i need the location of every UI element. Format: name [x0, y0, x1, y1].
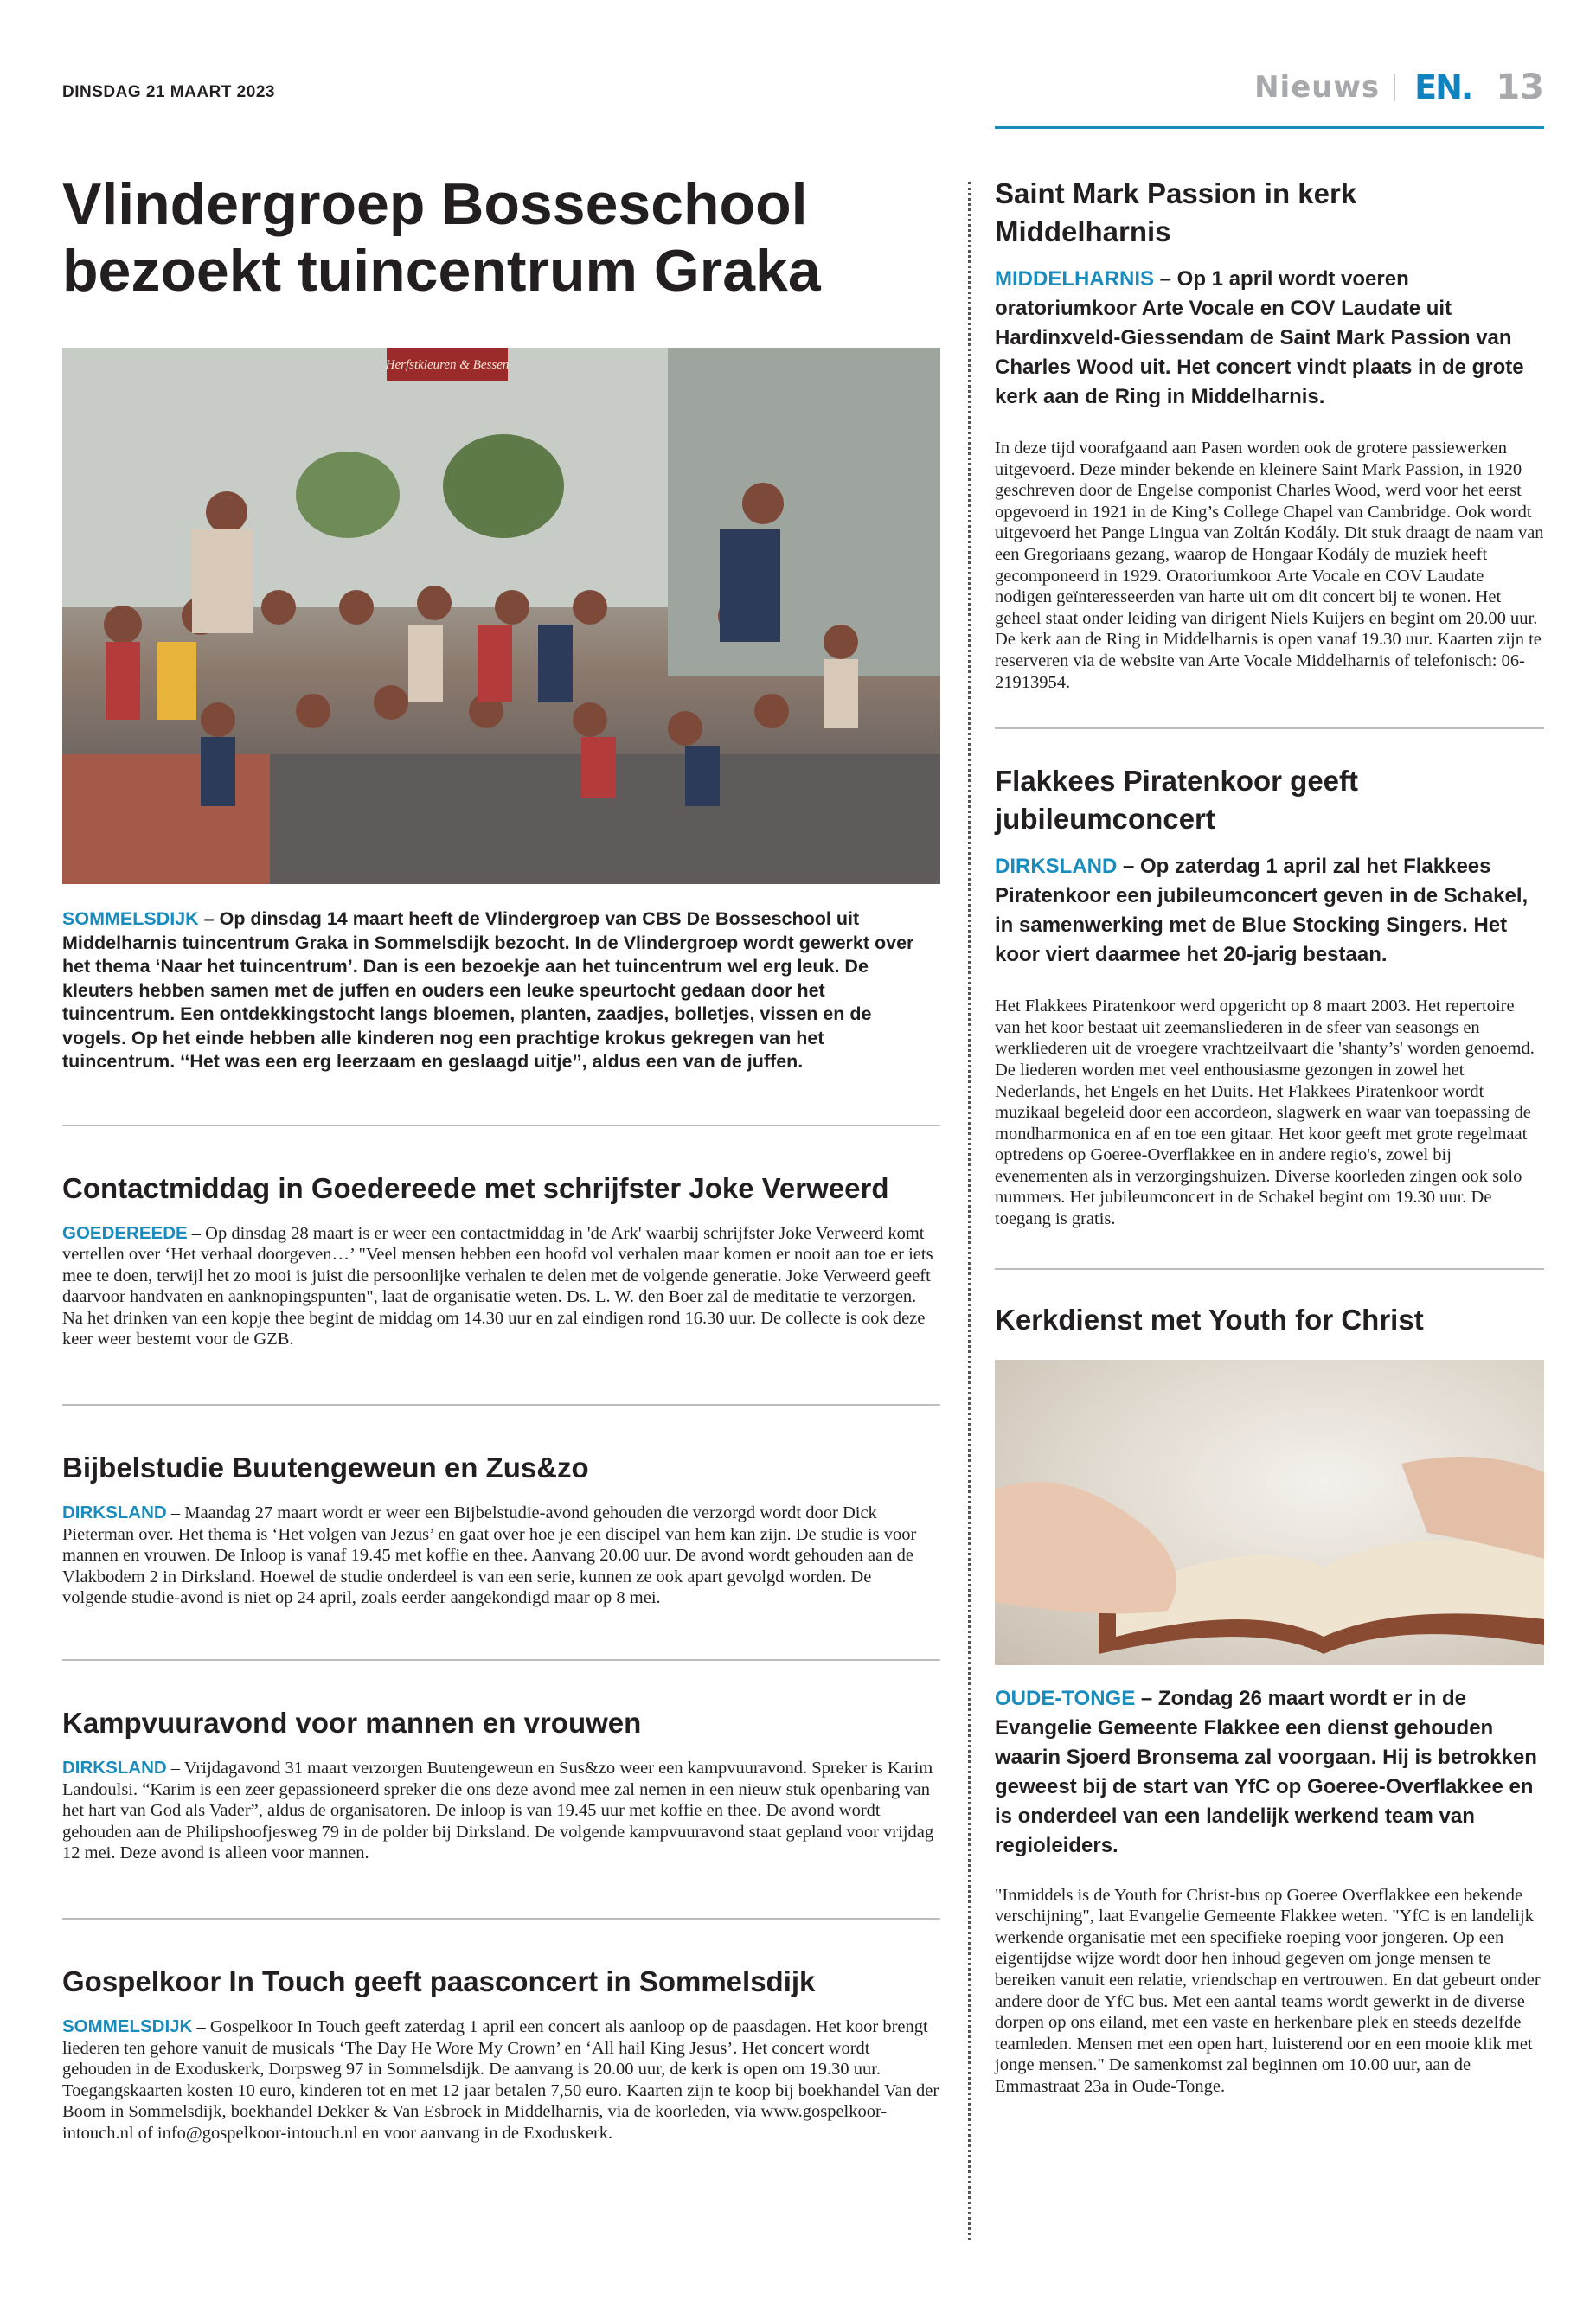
yfc-lead: OUDE-TONGE – Zondag 26 maart wordt er in de Evangelie Gemeente Flakkee een dienst gehouden waarin Sjoerd Bronsema zal voorgaan. Hij is betrokken geweest bij de start van YfC op Goeree-Overflakkee en is onderdeel van een landelijk werkend team van regioleiders.	[995, 1686, 1537, 1857]
saintmark-headline: Saint Mark Passion in kerk Middelharnis	[995, 177, 1357, 247]
dateline: SOMMELSDIJK	[62, 908, 199, 929]
piraten-lead: DIRKSLAND – Op zaterdag 1 april zal het Flakkees Piratenkoor een jubileumconcert geven in de Schakel, in samenwerking met de Blue Stocking Singers. Het koor viert daarmee het 20-jarig bestaan.	[995, 855, 1529, 967]
photo-sign: Herfstkleuren & Bessen	[385, 358, 510, 372]
header-divider	[1394, 74, 1395, 101]
dateline: OUDE-TONGE	[995, 1686, 1136, 1710]
group-photo	[62, 348, 940, 884]
article-divider	[995, 1268, 1544, 1270]
dateline: GOEDEREEDE	[62, 1222, 188, 1243]
dateline: MIDDELHARNIS	[995, 267, 1154, 291]
article-divider	[62, 1404, 940, 1406]
main-headline: Vlindergroep Bosseschool bezoekt tuincentrum Graka	[62, 171, 821, 304]
article-divider	[62, 1125, 940, 1126]
article-divider	[995, 727, 1544, 729]
dateline: DIRKSLAND	[62, 1503, 167, 1523]
gospel-body: SOMMELSDIJK – Gospelkoor In Touch geeft zaterdag 1 april een concert als aanloop op de paasdagen. Het koor brengt liederen ten gehore vanuit de musicals ‘The Day He Wore My Crown’ en ‘All hail King Jesus’. Het concert wordt gehouden in de Exoduskerk, Dorpsweg 97 in Sommelsdijk. De aanvang is 20.00 uur, de kerk is open om 19.30 uur. Toegangskaarten kosten 10 euro, kinderen tot en met 12 jaar betalen 7,50 euro. Kaarten zijn te koop bij boekhandel Van der Boom in Sommelsdijk, boekhandel Dekker & Van Esbroek in Middelharnis, via de koorleden, via www.gospelkoor-intouch.nl of info@gospelkoor-intouch.nl en voor aanvang in de Exoduskerk.	[62, 2016, 939, 2143]
article-divider	[62, 1918, 940, 1920]
page-header	[1254, 67, 1544, 107]
kampvuur-body: DIRKSLAND – Vrijdagavond 31 maart verzorgen Buutengeweun en Sus&zo weer een kampvuuravond. Spreker is Karim Landoulsi. “Karim is een zeer gepassioneerd spreker die ons deze avond mee zal nemen in een nieuw stuk openbaring van het hart van God als Vader”, aldus de organisatoren. De inloop is van 19.45 uur met koffie en thee. De avond wordt gehouden aan de Philipshoofjesweg 79 in de polder bij Dirksland. De volgende kampvuuravond staat gepland voor vrijdag 12 mei. Deze avond is alleen voor mannen.	[62, 1758, 934, 1863]
section-label: Nieuws	[1254, 70, 1381, 105]
saintmark-body: In deze tijd voorafgaand aan Pasen worden ook de grotere passiewerken uitgevoerd. Deze minder bekende en kleinere Saint Mark Passion, in 1920 geschreven door de Engelse componist Charles Wood, werd voor het eerst opgevoerd in 1921 in de King’s College Chapel van Cambridge. Ook wordt uitgevoerd het Pange Lingua van Zoltán Kodály. Dit stuk draagt de naam van een Gregoriaans gezang, waarop de Hongaar Kodály de muziek heeft gecomponeerd in 1929. Oratoriumkoor Arte Vocale en COV Laudate nodigen geïnteresseerden van harte uit om dit concert bij te wonen. Het geheel staat onder leiding van dirigent Niels Kuijers en begint om 20.00 uur. De kerk aan de Ring in Middelharnis is open vanaf 19.30 uur. Kaarten zijn te reserveren via de website van Arte Vocale Middelharnis of telefonisch: 06-21913954.	[995, 439, 1544, 692]
dateline: DIRKSLAND	[995, 855, 1118, 879]
contact-body: GOEDEREEDE – Op dinsdag 28 maart is er weer een contactmiddag in 'de Ark' waarbij schrijfster Joke Verweerd komt vertellen over ‘Het verhaal doorgeven…’ "Veel mensen hebben een hoofd vol verhalen maar komen er nooit aan toe er iets mee te doen, terwijl het zo mooi is juist die persoonlijke verhalen te delen met de volgende generatie. Joke Verweerd geeft daarvoor handvaten en aanknopingspunten", laat de organisatie weten. Ds. L. W. den Boer zal de meditatie te verzorgen. Na het drinken van een kopje thee begint de middag om 14.30 uur en zal eindigen rond 16.30 uur. De collecte is ook deze keer weer bestemt voor de GZB.	[62, 1222, 933, 1349]
gospel-headline: Gospelkoor In Touch geeft paasconcert in Sommelsdijk	[62, 1965, 816, 1997]
piraten-body: Het Flakkees Piratenkoor werd opgericht op 8 maart 2003. Het repertoire van het koor bestaat uit zeemansliederen in de sfeer van seasongs en werkliederen uit de vroegere vrachtzeilvaart die 'shanty’s' worden genoemd. De liederen worden met veel enthousiasme gezongen in zowel het Nederlands, het Engels en het Duits. Het Flakkees Piratenkoor wordt muzikaal begeleid door een accordeon, slagwerk en waar van toepassing de mondharmonica en af en toe een gitaar. Het koor geeft met grote regelmaat optredens op Goeree-Overflakkee en in andere regio's, zowel bij evenementen als in verzorgingshuizen. Diverse koorleden zingen ook solo nummers. Het jubileumconcert in de Schakel begint om 19.30 uur. De toegang is gratis.	[995, 997, 1535, 1229]
piraten-headline: Flakkees Piratenkoor geeft jubileumconcert	[995, 765, 1359, 836]
yfc-body: "Inmiddels is de Youth for Christ-bus op Goeree Overflakkee een bekende verschijning", laat Evangelie Gemeente Flakkee weten. "YfC is en landelijk werkende organisatie met een specifieke roeping voor jongeren. Op een eigentijdse wijze wordt door hen inhoud gegeven om jonge mensen te bereiken vanuit een relatie, vriendschap en vertrouwen. En dat gebeurt onder andere door de YfC bus. Met een aantal teams wordt gewerkt in de diverse dorpen op ons eiland, met een vaste en herkenbare plek en steeds dezelfde teamleden. Mensen met een open hart, luisterend oor en een mooie klik met jonge mensen." De samenkomst zal beginnen om 10.00 uur, aan de Emmastraat 23a in Oude-Tonge.	[995, 1885, 1541, 2096]
open-bible-image	[995, 1360, 1544, 1665]
kampvuur-headline: Kampvuuravond voor mannen en vrouwen	[62, 1707, 642, 1740]
yfc-headline: Kerkdienst met Youth for Christ	[995, 1303, 1424, 1336]
issue-date: DINSDAG 21 MAART 2023	[62, 83, 275, 101]
children-garden-center-image	[62, 348, 940, 884]
page-number: 13	[1496, 67, 1544, 107]
en-logo: EN.	[1414, 68, 1472, 106]
saintmark-lead: MIDDELHARNIS – Op 1 april wordt voeren oratoriumkoor Arte Vocale en COV Laudate uit Hardinxveld-Giessendam de Saint Mark Passion van Charles Wood uit. Het concert vindt plaats in de grote kerk aan de Ring in Middelharnis.	[995, 267, 1524, 408]
bible-photo	[995, 1360, 1544, 1665]
contact-headline: Contactmiddag in Goedereede met schrijfster Joke Verweerd	[62, 1171, 889, 1204]
dateline: SOMMELSDIJK	[62, 2016, 193, 2036]
bijbel-headline: Bijbelstudie Buutengeweun en Zus&zo	[62, 1452, 589, 1484]
header-rule	[995, 126, 1544, 129]
left-column	[62, 171, 940, 2144]
right-column	[995, 175, 1544, 2098]
bijbel-body: DIRKSLAND – Maandag 27 maart wordt er weer een Bijbelstudie-avond gehouden die verzorgd wordt door Dick Pieterman over. Het thema is ‘Het volgen van Jezus’ en gaat over hoe je een discipel van hem kan zijn. De studie is voor mannen en vrouwen. De Inloop is vanaf 19.45 met koffie en thee. Aanvang 20.00 uur. De avond wordt gehouden aan de Vlakbodem 2 in Dirksland. Hoewel de studie onderdeel is van een serie, kunnen ze ook apart gevolgd worden. De volgende studie-avond is niet op 24 april, zoals eerder aangekondigd maar op 8 mei.	[62, 1503, 917, 1608]
article-divider	[62, 1659, 940, 1661]
column-divider	[968, 182, 971, 2240]
dateline: DIRKSLAND	[62, 1758, 167, 1779]
vlinder-lead: SOMMELSDIJK – Op dinsdag 14 maart heeft de Vlindergroep van CBS De Bosseschool uit Middelharnis tuincentrum Graka in Sommelsdijk bezocht. In de Vlindergroep wordt gewerkt over het thema ‘Naar het tuincentrum’. Dan is een bezoekje aan het tuincentrum wel erg leuk. De kleuters hebben samen met de juffen en ouders een leuke speurtocht gedaan door het tuincentrum. Een ontdekkingstocht langs bloemen, planten, zaadjes, bolletjes, vissen en de vogels. Op het einde hebben alle kinderen nog een prachtige krokus gekregen van het tuincentrum. ‘‘Het was een erg leerzaam en geslaagd uitje’’, aldus een van de juffen.	[62, 908, 914, 1072]
